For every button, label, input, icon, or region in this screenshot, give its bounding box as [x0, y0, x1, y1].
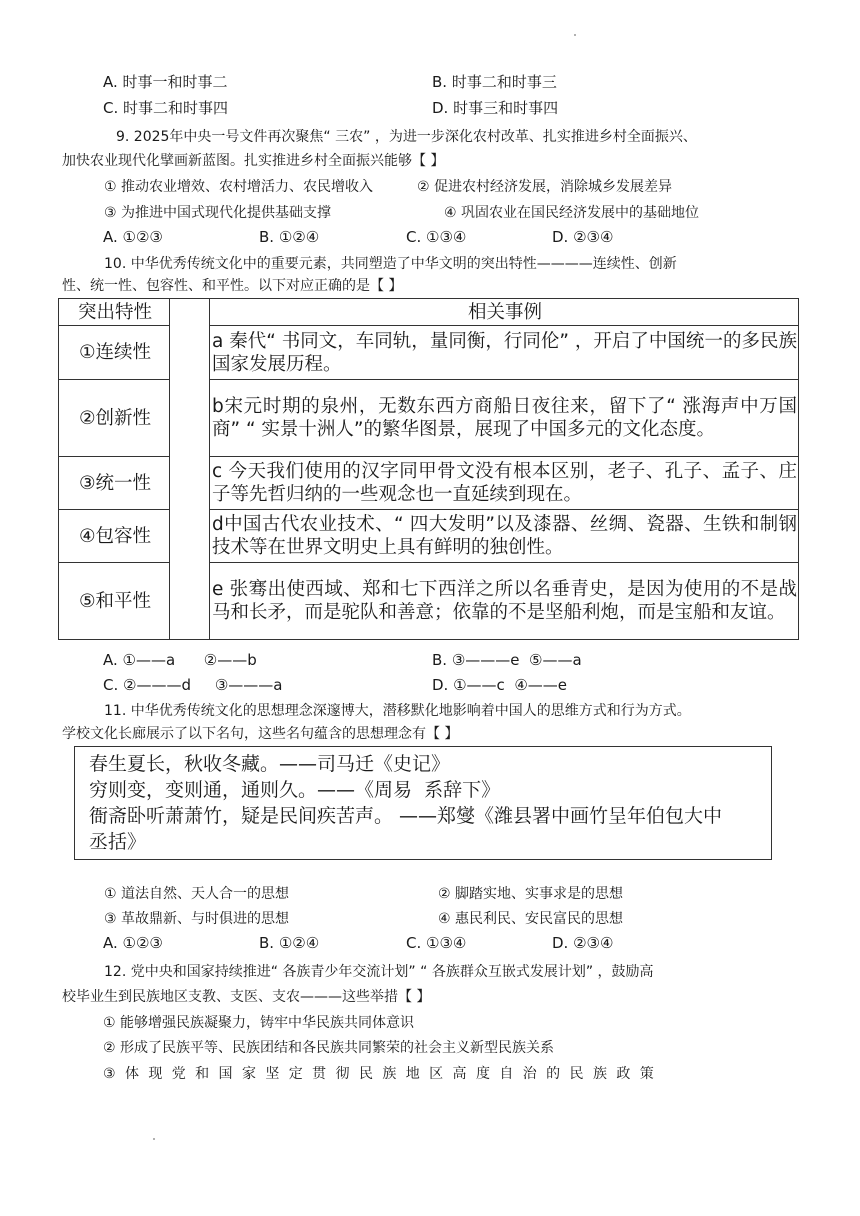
- trait-cell: ④包容性: [59, 510, 170, 563]
- q11-option-c: C. ①③④: [406, 934, 467, 952]
- q9-option-b: B. ①②④: [259, 228, 320, 246]
- quote-line: 春生夏长，秋收冬藏。——司马迁《史记》: [89, 753, 451, 775]
- trait-cell: ⑤和平性: [59, 563, 170, 640]
- quote-line: 丞括》: [89, 831, 147, 853]
- q9-option-d: D. ②③④: [552, 228, 614, 246]
- q11-option-a: A. ①②③: [103, 934, 163, 952]
- q10-option-c: C. ②———d ③———a: [103, 676, 283, 694]
- scan-speck: [574, 34, 576, 36]
- q9-option-a: A. ①②③: [103, 228, 163, 246]
- q8-option-b: B. 时事二和时事三: [432, 73, 557, 91]
- q10-stem-line2: 性、统一性、包容性、和平性。以下对应正确的是【 】: [62, 278, 403, 294]
- q12-stem-line2: 校毕业生到民族地区支教、支医、支农———这些举措【 】: [62, 989, 431, 1005]
- quote-line: 穷则变，变则通，通则久。——《周易 系辞下》: [89, 779, 501, 801]
- example-cell: c 今天我们使用的汉字同甲骨文没有根本区别，老子、孔子、孟子、庄子等先哲归纳的一些观念也一直延续到现在。: [210, 457, 799, 510]
- q11-statement-4: ④ 惠民利民、安民富民的思想: [438, 911, 624, 927]
- q8-option-a: A. 时事一和时事二: [103, 73, 228, 91]
- q10-option-d: D. ①——c ④——e: [432, 676, 567, 694]
- q10-table: [58, 298, 799, 640]
- quote-line: 衙斋卧听萧萧竹，疑是民间疾苦声。 ——郑燮《潍县署中画竹呈年伯包大中: [89, 805, 723, 827]
- q12-statement-1: ① 能够增强民族凝聚力，铸牢中华民族共同体意识: [103, 1015, 414, 1031]
- example-cell: e 张骞出使西域、郑和七下西洋之所以名垂青史，是因为使用的不是战马和长矛，而是驼队和善意；依靠的不是坚船利炮，而是宝船和友谊。: [210, 563, 799, 640]
- trait-cell: ②创新性: [59, 380, 170, 457]
- header-trait: 突出特性: [59, 299, 170, 326]
- example-cell: a 秦代“ 书同文，车同轨，量同衡，行同伦” ，开启了中国统一的多民族国家发展历程。: [210, 326, 799, 380]
- q9-stem-line1: 9. 2025年中央一号文件再次聚焦“ 三农” ，为进一步深化农村改革、扎实推进乡村全面振兴、: [116, 129, 697, 145]
- header-example: 相关事例: [210, 299, 799, 326]
- q11-stem-line2: 学校文化长廊展示了以下名句，这些名句蕴含的思想理念有【 】: [62, 726, 459, 742]
- q12-statement-3: ③体现党和国家坚定贯彻民族地区高度自治的民族政策: [103, 1066, 664, 1082]
- example-cell: b宋元时期的泉州，无数东西方商船日夜往来，留下了“ 涨海声中万国商” “ 实景十洲人”的繁华图景，展现了中国多元的文化态度。: [210, 380, 799, 457]
- q11-option-b: B. ①②④: [259, 934, 320, 952]
- scan-speck: [153, 1138, 155, 1140]
- q9-statement-3: ③ 为推进中国式现代化提供基础支撑: [104, 205, 332, 221]
- q9-statement-1: ① 推动农业增效、农村增活力、农民增收入: [104, 179, 373, 195]
- q10-table-header: [59, 299, 799, 326]
- q11-statement-3: ③ 革故鼎新、与时俱进的思想: [104, 911, 290, 927]
- q11-stem-line1: 11. 中华优秀传统文化的思想理念深邃博大，潜移默化地影响着中国人的思维方式和行为方式。: [104, 703, 691, 719]
- trait-cell: ①连续性: [59, 326, 170, 380]
- q8-option-d: D. 时事三和时事四: [432, 99, 559, 117]
- q9-stem-line2: 加快农业现代化擘画新蓝图。扎实推进乡村全面振兴能够【 】: [62, 153, 445, 169]
- q10-option-b: B. ③———e ⑤——a: [432, 651, 582, 669]
- q11-statement-2: ② 脚踏实地、实事求是的思想: [438, 886, 624, 902]
- q11-quote-box: [74, 746, 772, 860]
- q11-option-d: D. ②③④: [552, 934, 614, 952]
- trait-cell: ③统一性: [59, 457, 170, 510]
- q9-statement-2: ② 促进农村经济发展，消除城乡发展差异: [417, 179, 672, 195]
- example-cell: d中国古代农业技术、“ 四大发明”以及漆器、丝绸、瓷器、生铁和制钢技术等在世界文明史上具有鲜明的独创性。: [210, 510, 799, 563]
- header-spacer: [170, 299, 210, 640]
- q10-option-a: A. ①——a ②——b: [103, 651, 257, 669]
- q12-stem-line1: 12. 党中央和国家持续推进“ 各族青少年交流计划” “ 各族群众互嵌式发展计划” ，鼓励高: [104, 964, 654, 980]
- q10-stem-line1: 10. 中华优秀传统文化中的重要元素，共同塑造了中华文明的突出特性————连续性、创新: [104, 256, 677, 272]
- q9-statement-4: ④ 巩固农业在国民经济发展中的基础地位: [444, 205, 699, 221]
- q8-option-c: C. 时事二和时事四: [103, 99, 229, 117]
- q12-statement-2: ② 形成了民族平等、民族团结和各民族共同繁荣的社会主义新型民族关系: [103, 1040, 554, 1056]
- q11-statement-1: ① 道法自然、天人合一的思想: [104, 886, 290, 902]
- q9-option-c: C. ①③④: [406, 228, 467, 246]
